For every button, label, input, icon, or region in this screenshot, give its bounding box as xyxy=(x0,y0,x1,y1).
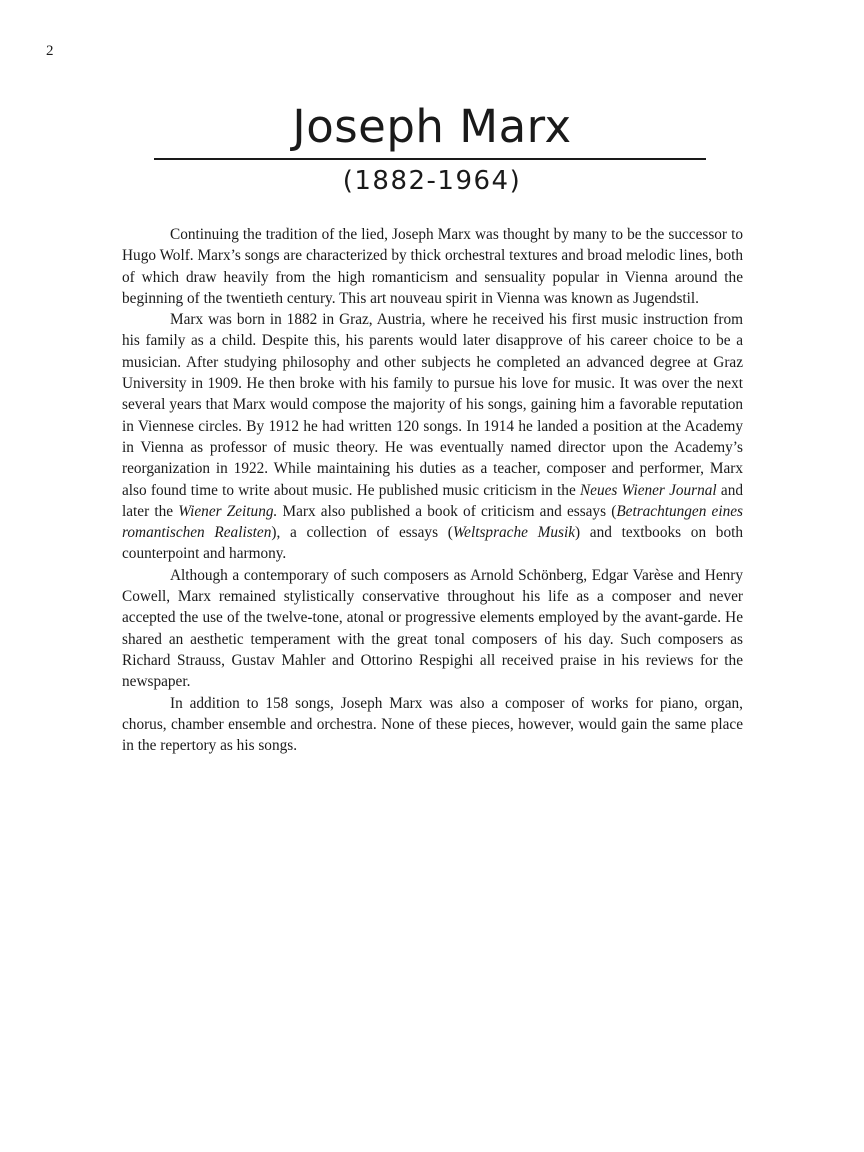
paragraph-text: ) and textbooks on both counterpoint and harmony. xyxy=(122,524,743,563)
biography-paragraph xyxy=(122,565,743,693)
paragraph-text: Marx also published a book of criticism and essays ( xyxy=(277,502,617,520)
page-number: 2 xyxy=(46,43,54,59)
biography-paragraph xyxy=(122,224,743,309)
paragraph-text: In addition to 158 songs, Joseph Marx was also a composer of works for piano, organ, chorus, chamber ensemble and orchestra. None of these pieces, however, would gain the same place in the repertory as his songs. xyxy=(122,694,743,755)
paragraph-text: Marx was born in 1882 in Graz, Austria, where he received his first music instruction from his family as a child. Despite this, his parents would later disapprove of his career choice to be a musician. After studying philosophy and other subjects he completed an advanced degree at Graz University in 1909. He then broke with his family to pursue his love for music. It was over the next several years that Marx would compose the majority of his songs, gaining him a favorable reputation in Viennese circles. By 1912 he had written 120 songs. In 1914 he landed a position at the Academy in Vienna as professor of music theory. He was eventually named director upon the Academy’s reorganization in 1922. While maintaining his duties as a teacher, composer and performer, Marx also found time to write about music. He published music criticism in the xyxy=(122,311,743,499)
italic-title: Weltsprache Musik xyxy=(452,524,575,542)
paragraph-text: Continuing the tradition of the lied, Joseph Marx was thought by many to be the successor to Hugo Wolf. Marx’s songs are characterized by thick orchestral textures and broad melodic lines, both of which draw heavily from the high romanticism and sensuality popular in Vienna around the beginning of the twentieth century. This art nouveau spirit in Vienna was known as Jugendstil. xyxy=(122,226,743,307)
biography-text xyxy=(122,224,743,756)
paragraph-text: and later the xyxy=(122,481,743,520)
biography-paragraph xyxy=(122,309,743,565)
page-title: Joseph Marx xyxy=(292,100,572,153)
composer-dates: (1882-1964) xyxy=(342,166,522,196)
title-divider xyxy=(154,158,706,160)
italic-title: Betrachtungen eines romantischen Realisten xyxy=(122,502,743,542)
italic-title: Neues Wiener Journal xyxy=(579,481,717,499)
italic-title: Wiener Zeitung. xyxy=(178,502,278,520)
paragraph-text: ), a collection of essays ( xyxy=(271,524,453,542)
paragraph-text: Although a contemporary of such composers as Arnold Schönberg, Edgar Varèse and Henry Cowell, Marx remained stylistically conservative throughout his life as a composer and never accepted the use of the twelve-tone, atonal or progressive elements employed by the avant-garde. He shared an aesthetic temperament with the great tonal composers of his day. Such composers as Richard Strauss, Gustav Mahler and Ottorino Respighi all received praise in his reviews for the newspaper. xyxy=(122,566,743,691)
biography-paragraph xyxy=(122,693,743,757)
